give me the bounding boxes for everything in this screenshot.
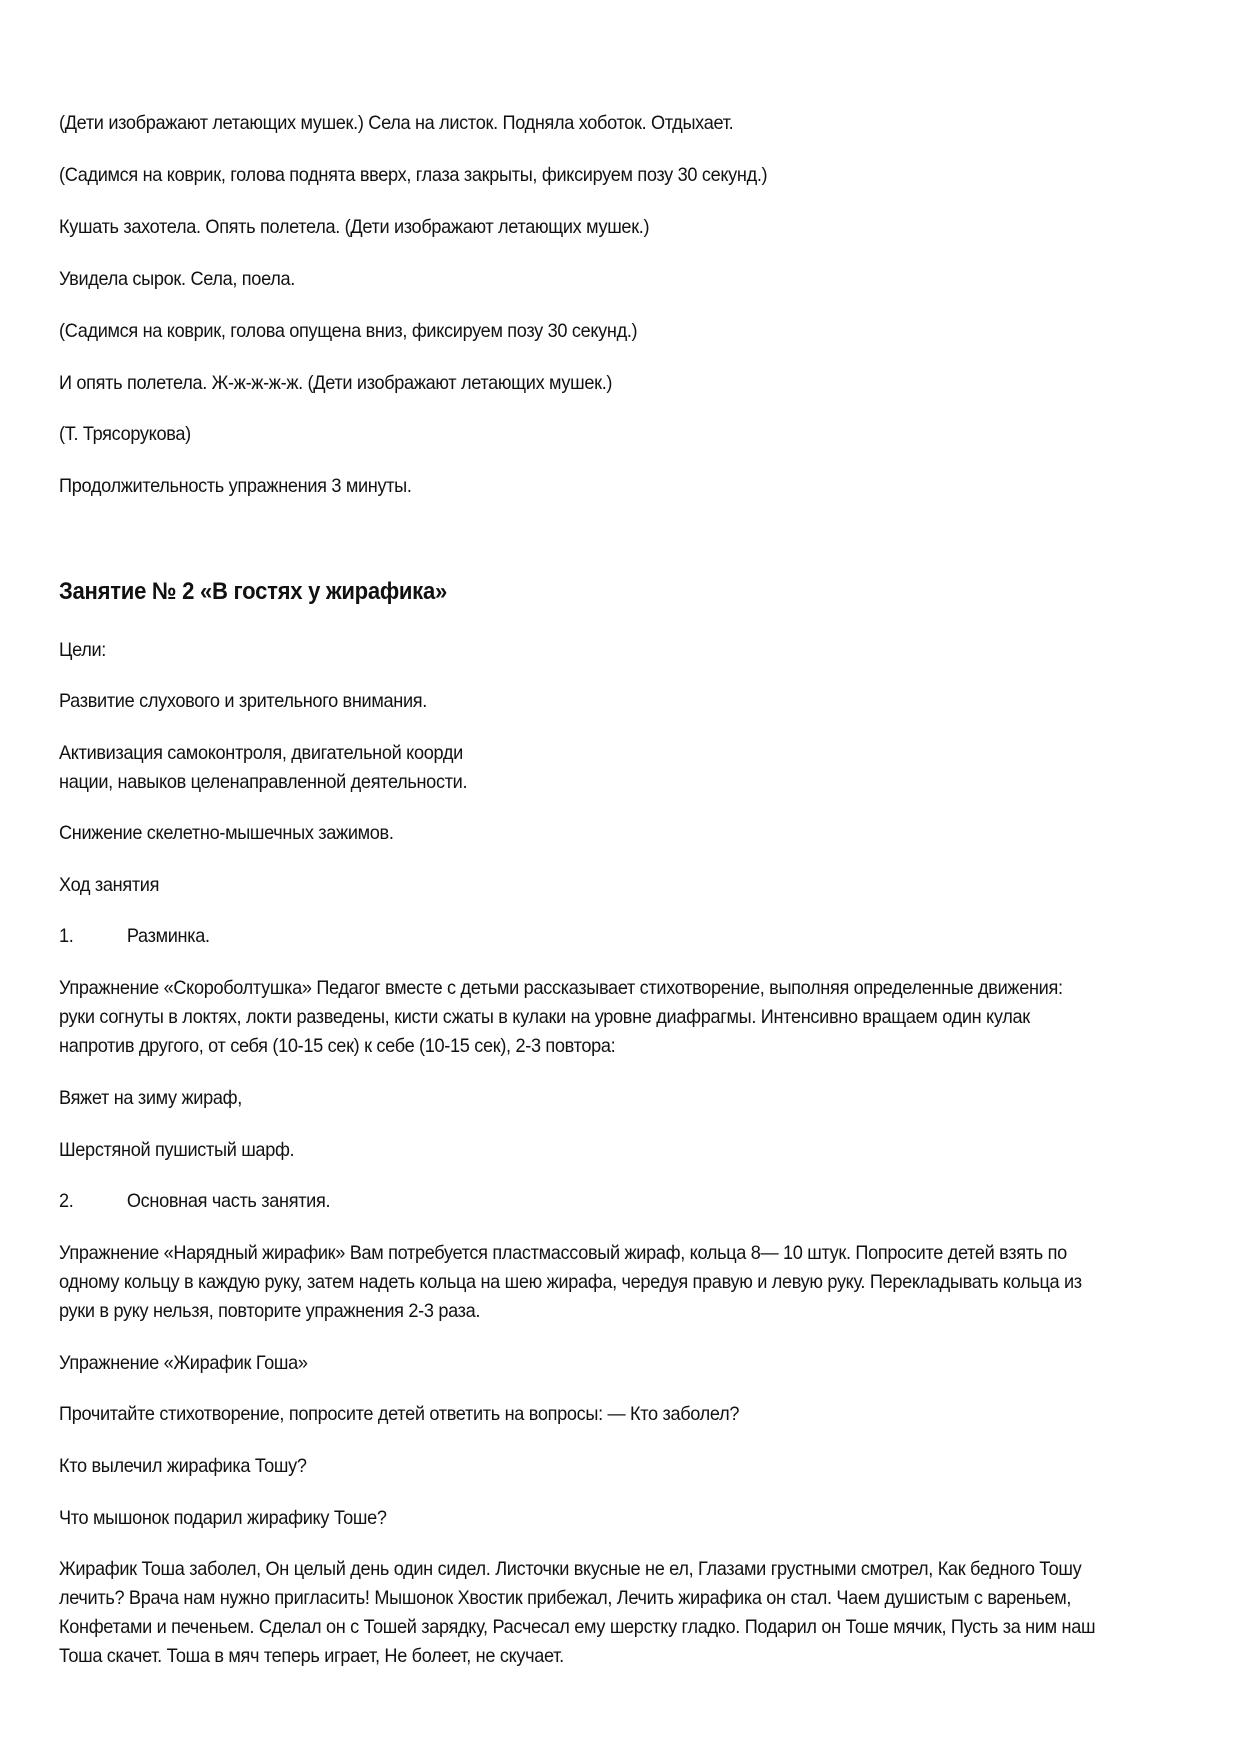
step-number: 2. [59, 1190, 74, 1212]
paragraph: И опять полетела. Ж-ж-ж-ж-ж. (Дети изображают летающих мушек.) [59, 372, 613, 394]
poem-line: Шерстяной пушистый шарф. [59, 1139, 295, 1161]
question-line: Что мышонок подарил жирафику Тоше? [59, 1507, 387, 1529]
poem-line: Жирафик Тоша заболел, Он целый день один сидел. Листочки вкусные не ел, Глазами грустными смотрел, Как бедного Тошу [59, 1558, 1082, 1580]
step-title: Основная часть занятия. [126, 1190, 331, 1212]
goal-item-continuation: нации, навыков целенаправленной деятельности. [59, 771, 468, 793]
exercise-title: Упражнение «Жирафик Гоша» [59, 1352, 308, 1374]
exercise-line: Упражнение «Скороболтушка» Педагог вместе с детьми рассказывает стихотворение, выполняя определенные движения: [59, 977, 1063, 999]
question-line: Кто вылечил жирафика Тошу? [59, 1455, 307, 1477]
step-number: 1. [59, 925, 74, 947]
exercise-line: руки согнуты в локтях, локти разведены, кисти сжаты в кулаки на уровне диафрагмы. Интенсивно вращаем один кулак [59, 1006, 1030, 1028]
exercise-line: одному кольцу в каждую руку, затем надеть кольца на шею жирафа, чередуя правую и левую руку. Перекладывать кольца из [59, 1271, 1082, 1293]
paragraph: Кушать захотела. Опять полетела. (Дети изображают летающих мушек.) [59, 216, 650, 238]
goal-item: Развитие слухового и зрительного внимания. [59, 690, 427, 712]
step-heading [59, 922, 210, 951]
poem-line: Тоша скачет. Тоша в мяч теперь играет, Не болеет, не скучает. [59, 1645, 564, 1667]
paragraph: Увидела сырок. Села, поела. [59, 268, 295, 290]
exercise-line: руки в руку нельзя, повторите упражнения 2-3 раза. [59, 1300, 481, 1322]
poem-line: Вяжет на зиму жираф, [59, 1087, 242, 1109]
paragraph: (Дети изображают летающих мушек.) Села на листок. Подняла хоботок. Отдыхает. [59, 112, 734, 134]
poem-line: Конфетами и печеньем. Сделал он с Тошей зарядку, Расчесал ему шерстку гладко. Подарил он Тоше мячик, Пусть за ним наш [59, 1616, 1096, 1638]
goals-label: Цели: [59, 639, 107, 661]
section-heading: Занятие № 2 «В гостях у жирафика» [59, 578, 447, 605]
question-line: Прочитайте стихотворение, попросите детей ответить на вопросы: — Кто заболел? [59, 1403, 740, 1425]
exercise-line: напротив другого, от себя (10-15 сек) к себе (10-15 сек), 2-3 повтора: [59, 1035, 616, 1057]
author-line: (Т. Трясорукова) [59, 423, 191, 445]
paragraph: (Садимся на коврик, голова поднята вверх, глаза закрыты, фиксируем позу 30 секунд.) [59, 164, 768, 186]
goal-item: Активизация самоконтроля, двигательной коорди [59, 742, 463, 764]
step-title: Разминка. [126, 925, 210, 947]
goal-item: Снижение скелетно-мышечных зажимов. [59, 822, 394, 844]
document-page [59, 0, 1189, 1754]
paragraph: (Садимся на коврик, голова опущена вниз, фиксируем позу 30 секунд.) [59, 320, 638, 342]
progress-label: Ход занятия [59, 874, 160, 896]
paragraph: Продолжительность упражнения 3 минуты. [59, 475, 412, 497]
step-heading [59, 1187, 330, 1216]
exercise-line: Упражнение «Нарядный жирафик» Вам потребуется пластмассовый жираф, кольца 8— 10 штук. Попросите детей взять по [59, 1242, 1067, 1264]
poem-line: лечить? Врача нам нужно пригласить! Мышонок Хвостик прибежал, Лечить жирафика он стал. Чаем душистым с вареньем, [59, 1587, 1072, 1609]
